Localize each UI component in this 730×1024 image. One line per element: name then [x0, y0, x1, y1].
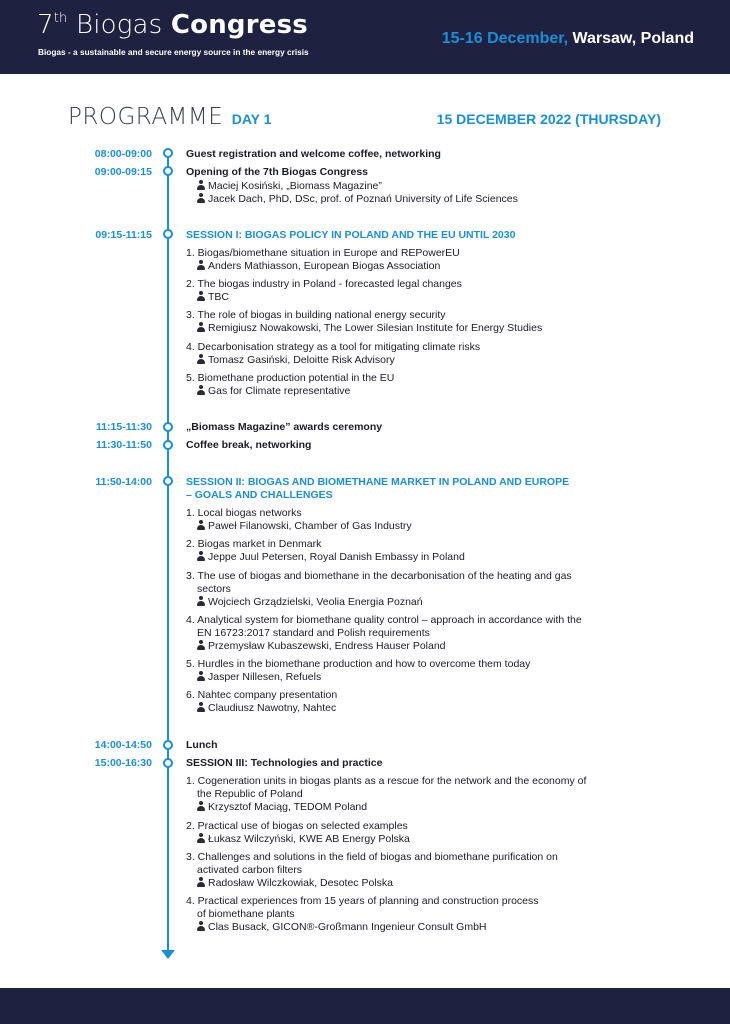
speaker: Anders Mathiasson, European Biogas Association	[196, 260, 440, 273]
time-slot: 11:30-11:50	[95, 439, 152, 451]
person-icon	[196, 193, 205, 203]
agenda-item: 4. Analytical system for biomethane quality control – approach in accordance with the EN 16723:2017 standard and Polish requirements	[186, 614, 582, 639]
speaker: Jeppe Juul Petersen, Royal Danish Embassy in Poland	[196, 551, 465, 564]
session-title: SESSION III: Technologies and practice	[186, 757, 383, 769]
event-title: Coffee break, networking	[186, 439, 312, 451]
agenda-item: 2. The biogas industry in Poland - forecasted legal changes	[186, 278, 462, 290]
time-slot: 11:50-14:00	[95, 476, 152, 488]
speaker: TBC	[196, 291, 229, 304]
person-icon	[196, 551, 205, 561]
session-title: SESSION II: BIOGAS AND BIOMETHANE MARKET IN POLAND AND EUROPE – GOALS AND CHALLENGES	[186, 476, 570, 501]
agenda-item: 1. Biogas/biomethane situation in Europe and REPowerEU	[186, 247, 460, 259]
speaker: Łukasz Wilczyński, KWE AB Energy Polska	[196, 833, 410, 846]
speaker: Maciej Kosiński, „Biomass Magazine”	[196, 180, 382, 193]
circle-dot-icon	[163, 758, 173, 768]
header-banner	[0, 0, 730, 74]
circle-dot-icon	[163, 440, 173, 450]
programme-heading: PROGRAMME DAY 1	[68, 104, 272, 130]
circle-dot-icon	[163, 229, 173, 239]
agenda-item: 4. Decarbonisation strategy as a tool for mitigating climate risks	[186, 341, 481, 353]
agenda-item: 1. Cogeneration units in biogas plants as a rescue for the network and the economy of the Republic of Poland	[186, 775, 587, 800]
timeline-line	[167, 149, 169, 952]
time-slot: 15:00-16:30	[94, 757, 152, 769]
speaker: Gas for Climate representative	[196, 385, 350, 398]
time-slot: 09:00-09:15	[94, 166, 152, 178]
agenda-item: 3. The role of biogas in building national energy security	[186, 309, 446, 321]
person-icon	[196, 921, 205, 931]
agenda-item: 5. Hurdles in the biomethane production and how to overcome them today	[186, 658, 531, 670]
circle-dot-icon	[163, 476, 173, 486]
agenda-item: 3. The use of biogas and biomethane in the decarbonisation of the heating and gas sectors	[186, 570, 572, 595]
agenda-item: 2. Practical use of biogas on selected examples	[186, 820, 408, 832]
agenda-item: 3. Challenges and solutions in the field of biogas and biomethane purification on activated carbon filters	[186, 851, 558, 876]
person-icon	[196, 520, 205, 530]
speaker: Claudiusz Nawotny, Nahtec	[196, 702, 336, 715]
person-icon	[196, 877, 205, 887]
speaker: Remigiusz Nowakowski, The Lower Silesian Institute for Energy Studies	[196, 322, 542, 335]
arrow-down-icon	[161, 950, 175, 959]
person-icon	[196, 801, 205, 811]
congress-subtitle: Biogas - a sustainable and secure energy source in the energy crisis	[38, 47, 309, 57]
event-title: Guest registration and welcome coffee, networking	[186, 148, 441, 160]
person-icon	[196, 833, 205, 843]
time-slot: 14:00-14:50	[94, 739, 152, 751]
speaker: Radosław Wilczkowiak, Desotec Polska	[196, 877, 393, 890]
time-slot: 09:15-11:15	[95, 229, 152, 241]
circle-dot-icon	[163, 148, 173, 158]
person-icon	[196, 671, 205, 681]
person-icon	[196, 702, 205, 712]
person-icon	[196, 354, 205, 364]
session-title: SESSION I: BIOGAS POLICY IN POLAND AND THE EU UNTIL 2030	[186, 229, 516, 241]
agenda-item: 5. Biomethane production potential in the EU	[186, 372, 395, 384]
speaker: Paweł Filanowski, Chamber of Gas Industry	[196, 520, 412, 533]
circle-dot-icon	[163, 740, 173, 750]
person-icon	[196, 322, 205, 332]
event-title: Opening of the 7th Biogas Congress	[186, 166, 369, 178]
speaker: Clas Busack, GICON®-Großmann Ingenieur Consult GmbH	[196, 921, 487, 934]
speaker: Przemysław Kubaszewski, Endress Hauser Poland	[196, 640, 446, 653]
time-slot: 08:00-09:00	[94, 148, 152, 160]
agenda-item: 1. Local biogas networks	[186, 507, 302, 519]
agenda-item: 6. Nahtec company presentation	[186, 689, 338, 701]
person-icon	[196, 260, 205, 270]
event-date-location: 15-16 December, Warsaw, Poland	[441, 30, 694, 47]
day-label: DAY 1	[231, 111, 272, 127]
speaker: Wojciech Grządzielski, Veolia Energia Poznań	[196, 596, 423, 609]
event-title: Lunch	[186, 739, 218, 751]
person-icon	[196, 180, 205, 190]
speaker: Jasper Nillesen, Refuels	[196, 671, 321, 684]
person-icon	[196, 385, 205, 395]
event-title: „Biomass Magazine” awards ceremony	[186, 421, 383, 433]
circle-dot-icon	[163, 166, 173, 176]
person-icon	[196, 596, 205, 606]
footer-bar	[0, 988, 730, 1024]
agenda-item: 4. Practical experiences from 15 years of planning and construction process of biomethane plants	[186, 895, 539, 920]
agenda-item: 2. Biogas market in Denmark	[186, 538, 322, 550]
time-slot: 11:15-11:30	[95, 421, 152, 433]
speaker: Jacek Dach, PhD, DSc, prof. of Poznań University of Life Sciences	[196, 193, 518, 206]
person-icon	[196, 291, 205, 301]
speaker: Krzysztof Maciąg, TEDOM Poland	[196, 801, 367, 814]
day-date: 15 DECEMBER 2022 (THURSDAY)	[436, 111, 661, 127]
speaker: Tomasz Gasiński, Deloitte Risk Advisory	[196, 354, 395, 367]
congress-title: 7th Biogas Congress	[37, 10, 308, 40]
person-icon	[196, 640, 205, 650]
circle-dot-icon	[163, 422, 173, 432]
